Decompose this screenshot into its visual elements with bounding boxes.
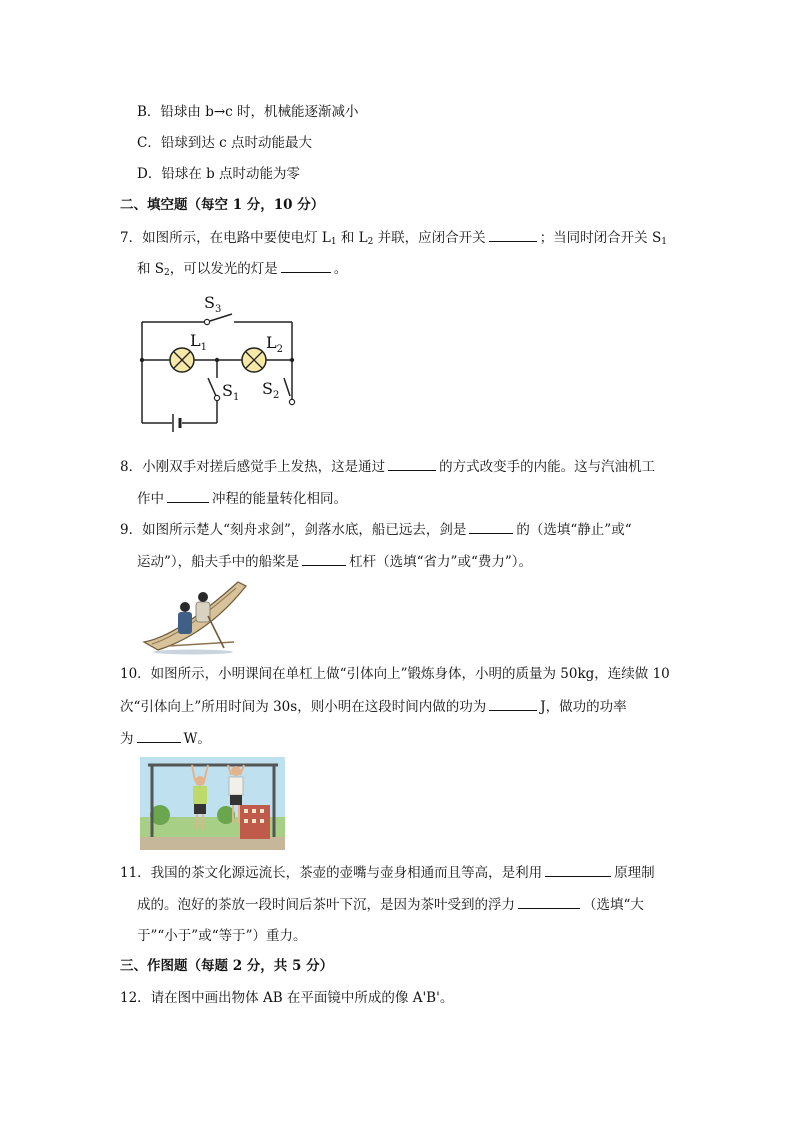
label-l2: $L_2$	[266, 333, 283, 355]
lamp-l1-icon	[170, 348, 194, 372]
question-9-line-2: 运动”），船夫手中的船桨是 杠杆（选填“省力”或“费力”）。	[137, 551, 532, 572]
answer-blank[interactable]	[167, 488, 209, 503]
question-7-line-2: 和 $S_2$，可以发光的灯是 。	[137, 258, 347, 283]
answer-blank[interactable]	[388, 456, 436, 471]
question-8-line-1: 8．小刚双手对搓后感觉手上发热，这是通过 的方式改变手的内能。这与汽油机工	[120, 456, 655, 477]
question-10-line-2: 次“引体向上”所用时间为 30s，则小明在这段时间内做的功为 J，做功的功率	[120, 696, 627, 717]
section-fill-blank-heading: 二、填空题（每空 1 分，10 分）	[120, 197, 325, 213]
circuit-diagram	[132, 290, 307, 440]
label-s2: $S_2$	[262, 379, 280, 401]
answer-blank[interactable]	[489, 696, 537, 711]
question-11-line-3: 于”“小于”或“等于”）重力。	[137, 928, 307, 944]
label-s3: $S_3$	[204, 293, 222, 315]
question-11-line-2: 成的。泡好的茶放一段时间后茶叶下沉，是因为茶叶受到的浮力 （选填“大	[137, 894, 644, 915]
question-8-line-2: 作中 冲程的能量转化相同。	[137, 488, 347, 509]
label-l1: $L_1$	[190, 331, 207, 353]
answer-blank[interactable]	[545, 862, 611, 877]
answer-blank[interactable]	[469, 519, 513, 534]
answer-blank[interactable]	[281, 258, 331, 273]
question-10-line-3: 为 W。	[120, 728, 211, 749]
answer-blank[interactable]	[518, 894, 580, 909]
question-11-line-1: 11．我国的茶文化源远流长，茶壶的壶嘴与壶身相通而且等高，是利用 原理制	[120, 862, 655, 883]
question-10-line-1: 10．如图所示，小明课间在单杠上做“引体向上”锻炼身体，小明的质量为 50kg，连续做 10	[120, 666, 670, 682]
pull-up-illustration	[140, 757, 285, 850]
option-d: D．铅球在 b 点时动能为零	[137, 166, 301, 182]
question-12-line-1: 12．请在图中画出物体 AB 在平面镜中所成的像 A'B'。	[120, 990, 454, 1006]
answer-blank[interactable]	[137, 728, 181, 743]
answer-blank[interactable]	[302, 551, 346, 566]
answer-blank[interactable]	[489, 227, 537, 242]
question-9-line-1: 9．如图所示楚人“刻舟求剑”，剑落水底，船已远去，剑是 的（选填“静止”或“	[120, 519, 632, 540]
lamp-l2-icon	[242, 348, 266, 372]
boat-illustration	[138, 576, 250, 656]
section-drawing-heading: 三、作图题（每题 2 分，共 5 分）	[120, 958, 334, 974]
question-7-line-1: 7．如图所示，在电路中要使电灯 $L_1$ 和 $L_2$ 并联，应闭合开关 ；当同时闭合开关 $S_1$	[120, 227, 667, 252]
option-c: C．铅球到达 c 点时动能最大	[137, 135, 312, 151]
label-s1: $S_1$	[222, 381, 240, 403]
option-b: B．铅球由 b→c 时，机械能逐渐减小	[137, 104, 359, 120]
